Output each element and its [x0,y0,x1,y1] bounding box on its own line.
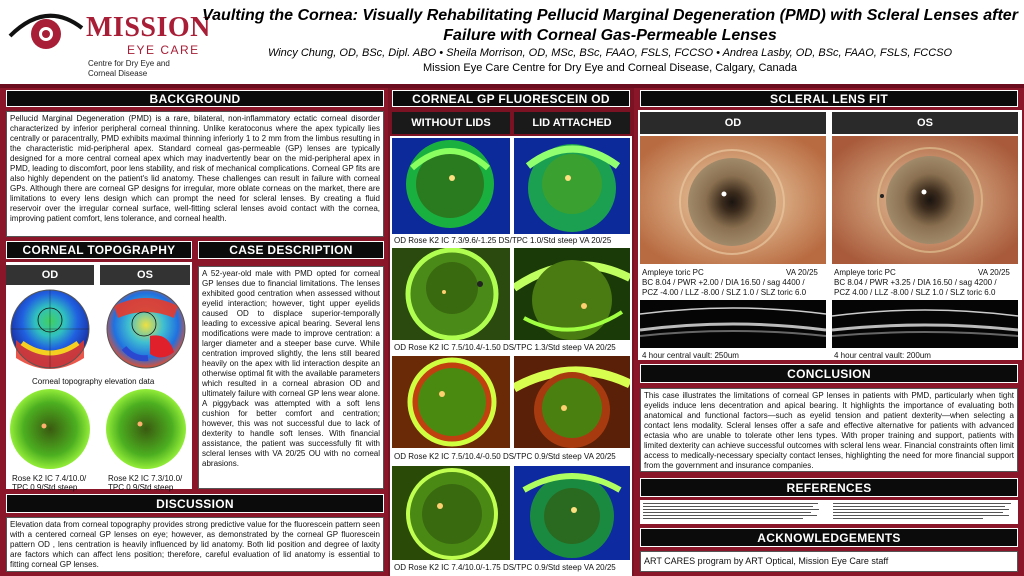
scleral-od-photo [640,136,826,264]
discussion-text: Elevation data from corneal topography provides strong predictive value for the fluorescein pattern seen with a centered corneal GP lenses on eye; however, as demonstrated by the corneal GP fluorescein pattern OD , lens centration is heavily influenced by lid anatomy. Both lid position and degree of laxity are factors which can affect lens position; therefore, careful evaluation of lid anatomy is essential to fitting corneal GP lenses. [6,517,384,572]
fluorescein-row2-caption: OD Rose K2 IC 7.5/10.4/-1.50 DS/TPC 1.3/Std steep VA 20/25 [394,343,616,352]
topography-od-map [8,288,92,370]
acknowledgements-text: ART CARES program by ART Optical, Mission Eye Care staff [640,551,1018,572]
references-heading: REFERENCES [640,478,1018,497]
fluorescein-row4-lid [514,466,630,560]
scleral-od-vault: 4 hour central vault: 250um [642,351,739,360]
fluorescein-row3-no-lid [392,356,510,448]
scleral-os-params-2: PCZ 4.00 / LLZ -8.00 / SLZ 1.0 / SLZ toric 6.0 [834,288,996,297]
references-fine-print [643,502,1015,522]
fluorescein-row3-caption: OD Rose K2 IC 7.5/10.4/-0.50 DS/TPC 0.9/Std steep VA 20/25 [394,452,616,461]
case-heading: CASE DESCRIPTION [198,241,384,259]
lid-attached-label: LID ATTACHED [514,112,630,134]
scleral-od-lens: Ampleye toric PC [642,268,704,277]
background-text: Pellucid Marginal Degeneration (PMD) is a rare, bilateral, non-inflammatory ectatic corneal disorder characterized by inferior peripheral corneal thinning. Unlike keratoconus where the apex typically lies centrally or paracentrally, PMD exhibits maximal thinning inferiorly 1 to 2 mm from the limbus resulting in the characteristic mid-peripheral apex. Standard corneal gas-permeable (GP) lenses are typically designed for a more central corneal apex which may inadvertently bear on the mid-peripheral apex in PMD, leading to discomfort, poor lens stability, and risk of mechanical complications. Corneal GP fits are also highly dependent on the patient's lid anatomy. These challenges can result in failure with corneal GPs. Although there are corneal GP designs for irregular, more oblate corneas on the market, there are limitations to every lens design which can prompt the need for scleral lenses. By creating a fluid reservoir over the irregular corneal surface, well-fitting scleral lenses avoid contact with the cornea, improving patient comfort, lens tolerance, and corneal health. [6,111,384,237]
scleral-od-params-1: BC 8.04 / PWR +2.00 / DIA 16.50 / sag 4400 / [642,278,805,287]
fluorescein-row4-caption: OD Rose K2 IC 7.4/10.0/-1.75 DS/TPC 0.9/Std steep VA 20/25 [394,563,616,572]
fluorescein-row1-lid [514,138,630,234]
topo-os-lens-caption: Rose K2 IC 7.3/10.0/ TPC 0.9/Std steep [108,474,183,492]
poster-affiliation: Mission Eye Care Centre for Dry Eye and Corneal Disease, Calgary, Canada [423,62,797,74]
scleral-od-va: VA 20/25 [786,268,818,277]
discussion-heading: DISCUSSION [6,494,384,513]
scleral-os-vault: 4 hour central vault: 200um [834,351,931,360]
topography-os-map [104,288,188,370]
poster-header [0,0,1024,86]
references-list [640,500,1018,524]
topography-od-fluorescein [8,388,92,470]
topo-os-label: OS [100,265,190,285]
scleral-os-params-1: BC 8.04 / PWR +3.25 / DIA 16.50 / sag 4200 / [834,278,997,287]
logo-word: MISSION [86,12,211,43]
fluorescein-row1-no-lid [392,138,510,234]
topo-od-label: OD [6,265,94,285]
logo-subtitle: EYE CARE [127,43,200,57]
scleral-heading: SCLERAL LENS FIT [640,90,1018,107]
fluorescein-heading: CORNEAL GP FLUORESCEIN OD [392,90,630,107]
scleral-os-va: VA 20/25 [978,268,1010,277]
case-text: A 52-year-old male with PMD opted for corneal GP lenses due to financial limitations. The lenses exhibited good centration when assessed without eyelid interaction; however, tight upper eyelids caused OD to displace superior-temporally leading to excessive apical bearing. Several lens modifications were made to improve centration: a larger diameter and a steeper base curve. While centration improved slightly, the lens still beared heavily on the apex with lid interaction despite an otherwise optimal fit with the available parameters which resulted in a corneal abrasion OD and ultimately failure with corneal GP lens wear alone. A piggyback was attempted with a soft lens cushion for better comfort and centration; however, this was not successful due to lack of dexterity to handle soft lenses. With financial assistance, the patient was successfully fit with scleral lenses with VA 20/25 OU with no corneal abrasions. [198,266,384,489]
scleral-os-photo [832,136,1018,264]
scleral-os-oct [832,300,1018,348]
scleral-os-lens: Ampleye toric PC [834,268,896,277]
poster-authors: Wincy Chung, OD, BSc, Dipl. ABO • Sheila Morrison, OD, MSc, BSc, FAAO, FSLS, FCCSO • Andrea Lasby, OD, BSc, FAAO, FSLS, FCCSO [267,47,953,59]
mission-eye-care-logo [6,6,211,80]
background-heading: BACKGROUND [6,90,384,107]
scleral-os-label: OS [832,112,1018,134]
fluorescein-row2-no-lid [392,248,510,340]
fluorescein-row4-no-lid [392,466,510,560]
scleral-od-oct [640,300,826,348]
topography-os-fluorescein [104,388,188,470]
without-lids-label: WITHOUT LIDS [392,112,510,134]
eye-logo-icon [6,6,86,56]
elevation-caption: Corneal topography elevation data [32,377,155,386]
conclusion-heading: CONCLUSION [640,364,1018,383]
fluorescein-row2-lid [514,248,630,340]
logo-tagline: Centre for Dry Eye and Corneal Disease [88,59,170,78]
topography-heading: CORNEAL TOPOGRAPHY [6,241,192,259]
scleral-od-label: OD [640,112,826,134]
conclusion-text: This case illustrates the limitations of corneal GP lenses in patients with PMD, particularly when tight eyelids induce lens decentration and apical bearing. It highlights the importance of evaluating both anatomical and functional factors—such as eyelid tension and patient dexterity—when selecting a contact lens modality. Scleral lenses offer a safe and effective alternative for patients with advanced ectasia who are unable to tolerate other lens types. With proper training and support, patients with limited dexterity can achieve successful outcomes with scleral lens wear. Financial constraints often limit access to medically-necessary specialty contact lenses, highlighting the need for more financial support from the government and insurance companies. [640,388,1018,472]
acknowledgements-heading: ACKNOWLEDGEMENTS [640,528,1018,547]
poster-title: Vaulting the Cornea: Visually Rehabilitating Pellucid Marginal Degeneration (PMD) with Scleral Lenses after Failure with Corneal Gas-Permeable Lenses [202,7,1018,44]
fluorescein-row1-caption: OD Rose K2 IC 7.3/9.6/-1.25 DS/TPC 1.0/Std steep VA 20/25 [394,236,612,245]
scleral-od-params-2: PCZ -4.00 / LLZ -8.00 / SLZ 1.0 / SLZ toric 6.0 [642,288,807,297]
topo-od-lens-caption: Rose K2 IC 7.4/10.0/ TPC 0.9/Std steep [12,474,87,492]
fluorescein-row3-lid [514,356,630,448]
